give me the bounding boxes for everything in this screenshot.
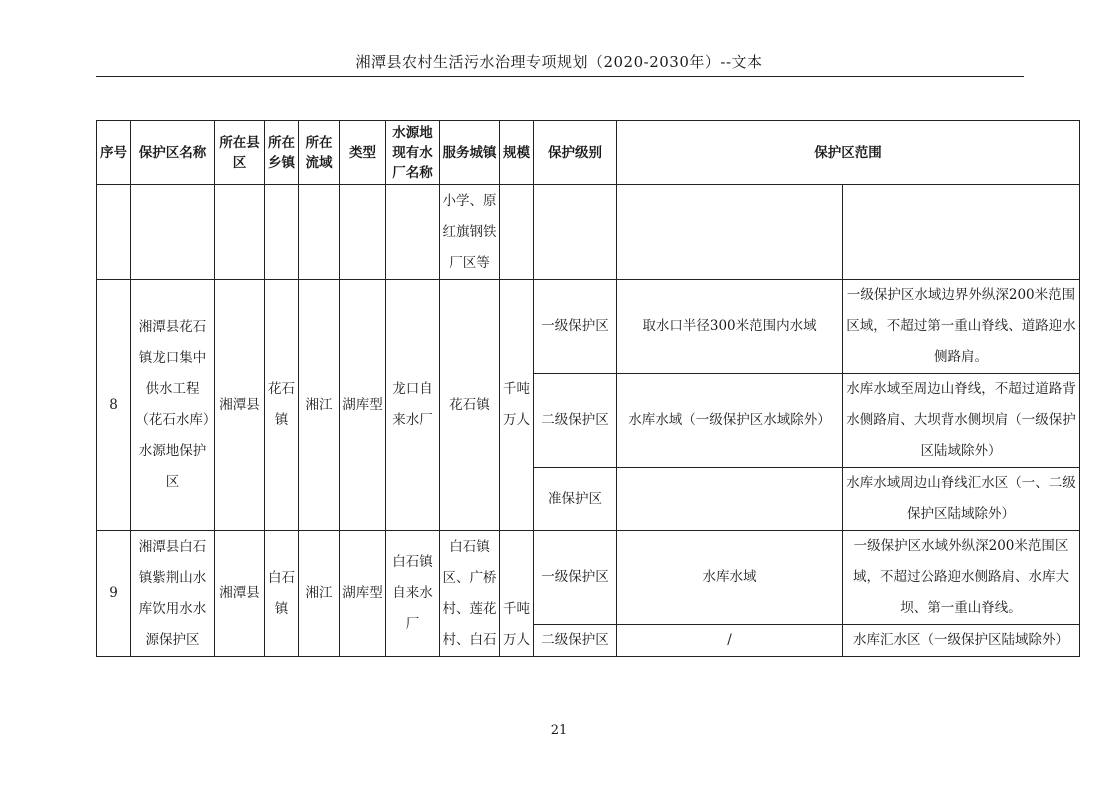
col-header-town: 所在乡镇	[265, 121, 299, 185]
col-header-basin: 所在流域	[299, 121, 340, 185]
cell-water-range	[617, 468, 843, 531]
cell-water-range: 水库水域	[617, 531, 843, 625]
table-row	[97, 185, 1080, 280]
cell-water-range: 水库水域（一级保护区水域除外）	[617, 374, 843, 468]
cell-water-range: 取水口半径300米范围内水域	[617, 280, 843, 374]
cell-town: 白石镇	[265, 531, 299, 657]
cell-land-range: 水库水域至周边山脊线，不超过道路背水侧路肩、大坝背水侧坝肩（一级保护区陆域除外）	[843, 374, 1080, 468]
cell-level: 二级保护区	[534, 374, 617, 468]
cell-level: 一级保护区	[534, 280, 617, 374]
col-header-service: 服务城镇	[440, 121, 500, 185]
cell-service: 花石镇	[440, 280, 500, 531]
table-header-row	[97, 121, 1080, 185]
page-number: 21	[550, 723, 568, 738]
col-header-no: 序号	[97, 121, 131, 185]
col-header-range: 保护区范围	[617, 121, 1080, 185]
cell-type: 湖库型	[340, 280, 386, 531]
cell-water-range: /	[617, 625, 843, 657]
header-rule	[96, 76, 1024, 77]
page-header: 湘潭县农村生活污水治理专项规划（2020-2030年）--文本	[355, 53, 763, 71]
cell-level: 准保护区	[534, 468, 617, 531]
cell-scale: 千吨万人	[500, 531, 534, 657]
cell-name: 湘潭县白石镇紫荆山水库饮用水水源保护区	[131, 531, 215, 657]
col-header-level: 保护级别	[534, 121, 617, 185]
cell-service: 小学、原红旗钢铁厂区等	[440, 185, 500, 280]
cell-county: 湘潭县	[215, 280, 265, 531]
cell-land-range: 一级保护区水域边界外纵深200米范围区域，不超过第一重山脊线、道路迎水侧路肩。	[843, 280, 1080, 374]
cell-plant: 白石镇自来水厂	[386, 531, 440, 657]
col-header-plant: 水源地现有水厂名称	[386, 121, 440, 185]
table-row	[97, 531, 1080, 625]
protection-zone-table	[96, 120, 1080, 657]
cell-county: 湘潭县	[215, 531, 265, 657]
cell-land-range: 水库汇水区（一级保护区陆域除外）	[843, 625, 1080, 657]
table-row	[97, 280, 1080, 374]
cell-level: 一级保护区	[534, 531, 617, 625]
cell-scale: 千吨万人	[500, 280, 534, 531]
cell-no: 8	[97, 280, 131, 531]
cell-land-range: 一级保护区水域外纵深200米范围区域，不超过公路迎水侧路肩、水库大坝、第一重山脊线。	[843, 531, 1080, 625]
cell-type: 湖库型	[340, 531, 386, 657]
cell-land-range: 水库水域周边山脊线汇水区（一、二级保护区陆域除外）	[843, 468, 1080, 531]
cell-no: 9	[97, 531, 131, 657]
cell-level: 二级保护区	[534, 625, 617, 657]
col-header-type: 类型	[340, 121, 386, 185]
cell-name: 湘潭县花石镇龙口集中供水工程（花石水库）水源地保护区	[131, 280, 215, 531]
col-header-county: 所在县区	[215, 121, 265, 185]
cell-plant: 龙口自来水厂	[386, 280, 440, 531]
cell-basin: 湘江	[299, 531, 340, 657]
col-header-name: 保护区名称	[131, 121, 215, 185]
cell-basin: 湘江	[299, 280, 340, 531]
col-header-scale: 规模	[500, 121, 534, 185]
cell-town: 花石镇	[265, 280, 299, 531]
cell-service: 白石镇区、广桥村、莲花村、白石	[440, 531, 500, 657]
